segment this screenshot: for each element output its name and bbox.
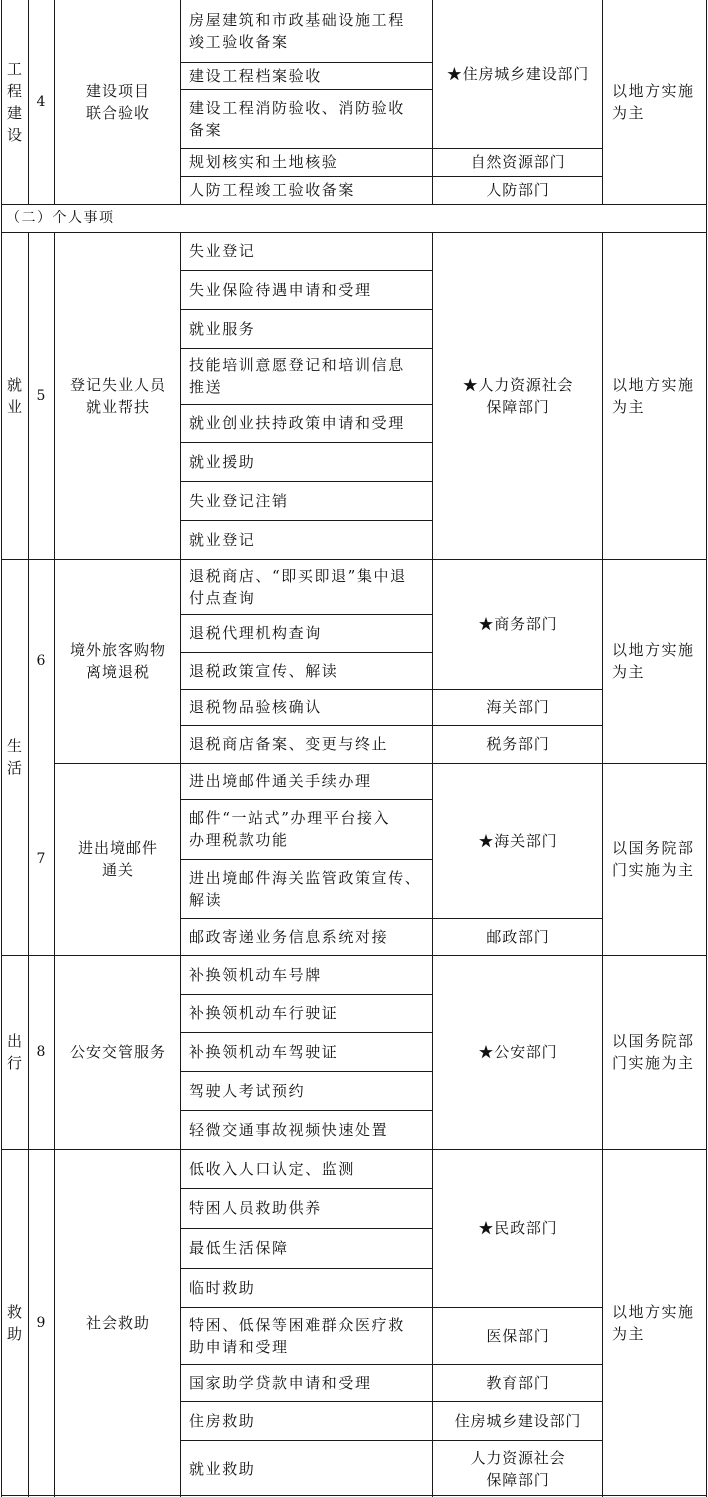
service-cell [56,763,180,955]
dept-cell [434,559,602,689]
item-cell [180,1032,432,1071]
table-rule [432,232,433,559]
item-cell [180,1149,432,1188]
item-cell [180,0,432,62]
table-rule [180,1307,433,1308]
table-rule [432,0,433,204]
category-cell-line: 活 [6,759,22,777]
mode-cell [604,232,708,559]
mode-cell [604,0,708,204]
table-rule [432,763,433,955]
item-cell [180,442,432,481]
item-cell [180,148,432,176]
dept-cell [434,1401,602,1440]
table-rule [432,1440,603,1441]
table-rule [180,1149,181,1497]
category-cell-line: 行 [6,1054,22,1072]
number-cell: 5 [36,387,46,404]
mode-cell-line: 以地方实施 [612,82,695,100]
table-rule [28,232,29,1497]
mode-cell [604,559,708,763]
item-cell [180,520,432,559]
category-cell [1,1149,28,1497]
service-cell-line: 就业帮扶 [85,397,150,416]
service-cell [56,559,180,763]
item-cell-line: 就业服务 [189,319,256,338]
category-cell-line: 工 [6,60,22,78]
mode-cell [604,1149,708,1497]
item-cell-line: 进出境邮件通关手续办理 [189,772,372,790]
table-rule [180,232,181,559]
service-cell [56,955,180,1149]
table-rule [180,62,433,63]
item-cell [180,1071,432,1110]
item-cell-line: 建设工程消防验收、消防验收 [189,98,405,117]
mode-cell-line: 以地方实施 [612,641,695,659]
item-cell-line: 失业保险待遇申请和受理 [189,280,372,299]
item-cell [180,270,432,309]
item-cell-line: 退税代理机构查询 [189,624,322,642]
dept-cell [434,1364,602,1401]
table-rule [180,994,433,995]
table-rule [432,725,603,726]
item-cell [180,1307,432,1364]
item-cell-line: 助申请和受理 [189,1337,289,1356]
table-rule [180,689,433,690]
service-cell-line: 进出境邮件 [77,839,158,857]
item-cell-line: 推送 [189,378,223,396]
item-cell [180,309,432,348]
item-cell-line: 解读 [189,890,223,909]
item-cell [180,404,432,442]
table-rule [602,955,603,1149]
dept-cell-line: ★人力资源社会 [462,375,574,394]
item-cell [180,799,432,859]
service-cell-line: 联合验收 [85,104,150,122]
item-cell-line: 特困人员救助供养 [189,1199,322,1217]
item-cell-line: 退税政策宣传、解读 [189,661,339,680]
dept-cell-line: 邮政部门 [486,927,550,946]
mode-cell-line: 以地方实施 [612,375,695,394]
dept-cell [434,176,602,204]
category-cell-line: 设 [6,126,22,144]
dept-cell-line: 住房城乡建设部门 [454,1411,582,1430]
number-cell: 9 [36,1315,46,1331]
item-cell-line: 临时救助 [189,1278,256,1297]
category-cell-line: 生 [6,737,22,755]
category-cell-line: 救 [6,1303,22,1321]
item-cell-line: 邮政寄递业务信息系统对接 [189,927,389,946]
category-cell-line: 业 [6,397,22,416]
table-rule [1,0,2,1497]
mode-cell-line: 为主 [612,1325,646,1343]
table-rule [180,520,433,521]
item-cell-line: 国家助学贷款申请和受理 [189,1373,372,1392]
dept-cell [434,1307,602,1364]
item-cell [180,176,432,204]
table-rule [432,559,433,763]
table-rule [180,763,181,955]
mode-cell [604,955,708,1149]
service-cell-line: 离境退税 [85,663,150,681]
service-cell-line: 登记失业人员 [69,375,166,394]
table-rule [432,955,433,1149]
table-rule [54,763,707,764]
table-rule [180,1440,433,1441]
dept-cell [434,689,602,725]
table-rule [180,799,433,800]
table-rule [432,1307,603,1308]
dept-cell-line: 保障部门 [486,1470,550,1489]
dept-cell-line: 医保部门 [486,1326,550,1345]
mode-cell-line: 门实施为主 [612,1054,695,1072]
category-cell-line: 出 [6,1032,22,1050]
mode-cell [604,763,708,955]
table-rule [180,309,433,310]
number-cell: 4 [36,94,46,110]
item-cell-line: 低收入人口认定、监测 [189,1159,356,1178]
category-cell [1,0,28,204]
table-rule [180,1268,433,1269]
item-cell [180,1364,432,1401]
item-cell-line: 规划核实和土地核验 [189,153,339,171]
table-rule [180,442,433,443]
table-rule [180,1188,433,1189]
table-rule [180,148,433,149]
table-rule [180,404,433,405]
item-cell [180,1228,432,1268]
number-cell: 6 [36,653,46,669]
number-cell: 7 [36,851,46,867]
mode-cell-line: 以国务院部 [612,1032,695,1050]
table-rule [180,1364,433,1365]
item-cell-line: 最低生活保障 [189,1239,289,1257]
table-rule [432,689,603,690]
table-rule [706,0,707,1497]
dept-cell [434,148,602,176]
item-cell-line: 就业援助 [189,452,256,471]
item-cell-line: 付点查询 [189,588,256,607]
item-cell [180,1401,432,1440]
mode-cell-line: 门实施为主 [612,861,695,879]
item-cell [180,725,432,763]
item-cell-line: 失业登记 [189,242,256,260]
item-cell [180,859,432,918]
dept-cell [434,232,602,559]
category-cell [1,955,28,1149]
category-cell [1,559,28,955]
table-rule [28,0,29,204]
table-rule [432,1401,603,1402]
item-cell-line: 竣工验收备案 [189,33,289,51]
item-cell-line: 就业创业扶持政策申请和受理 [189,414,405,432]
table-rule [1,204,707,205]
mode-cell-line: 以地方实施 [612,1303,695,1321]
item-cell [180,614,432,652]
service-cell [56,0,180,204]
table-rule [54,0,55,204]
table-rule [54,559,55,763]
table-rule [180,859,433,860]
dept-cell-line: 海关部门 [486,698,550,716]
table-rule [180,481,433,482]
item-cell [180,652,432,689]
dept-cell-line: ★公安部门 [478,1043,558,1061]
table-rule [180,1071,433,1072]
table-rule [180,1110,433,1111]
item-cell [180,1440,432,1497]
dept-cell [434,1440,602,1497]
dept-cell [434,955,602,1149]
item-cell-line: 办理税款功能 [189,831,289,849]
service-cell-line: 社会救助 [85,1314,150,1332]
dept-cell-line: 人防部门 [486,181,550,199]
dept-cell [434,0,602,148]
item-cell-line: 房屋建筑和市政基础设施工程 [189,11,405,29]
item-cell-line: 人防工程竣工验收备案 [189,181,356,199]
table-rule [180,614,433,615]
item-cell-line: 住房救助 [189,1411,256,1430]
service-cell [56,1149,180,1497]
dept-cell-line: 保障部门 [486,397,550,416]
table-rule [602,232,603,559]
mode-cell-line: 为主 [612,397,646,416]
mode-cell-line: 为主 [612,104,646,122]
item-cell [180,763,432,799]
table-rule [180,348,433,349]
dept-cell-line: 人力资源社会 [470,1448,566,1467]
table-rule [54,955,55,1149]
number-cell: 8 [36,1044,46,1060]
dept-cell [434,725,602,763]
mode-cell-line: 为主 [612,663,646,681]
dept-cell [434,1149,602,1307]
table-rule [180,176,433,177]
item-cell [180,955,432,994]
table-rule [180,0,181,204]
dept-cell-line: 教育部门 [486,1373,550,1392]
dept-cell-line: ★商务部门 [478,615,558,633]
table-rule [1,955,707,956]
table-rule [180,1032,433,1033]
item-cell-line: 建设工程档案验收 [189,66,322,85]
table-rule [180,725,433,726]
table-rule [432,918,603,919]
table-rule [432,1364,603,1365]
dept-cell [434,918,602,955]
item-cell [180,1268,432,1307]
item-cell [180,994,432,1032]
table-rule [432,176,603,177]
table-rule [180,1401,433,1402]
item-cell-line: 邮件“一站式”办理平台接入 [189,809,391,827]
service-cell-line: 建设项目 [85,82,150,100]
item-cell [180,689,432,725]
item-cell [180,348,432,404]
dept-cell-line: ★民政部门 [478,1219,558,1237]
item-cell-line: 备案 [189,120,223,139]
table-rule [432,148,603,149]
item-cell-line: 补换领机动车驾驶证 [189,1042,339,1061]
service-cell-line: 通关 [101,861,134,879]
item-cell-line: 技能培训意愿登记和培训信息 [189,356,405,374]
table-rule [432,1149,433,1497]
item-cell-line: 就业救助 [189,1459,256,1478]
table-rule [180,918,433,919]
item-cell [180,481,432,520]
item-cell [180,62,432,89]
table-rule [1,232,707,233]
table-rule [180,559,181,763]
section-title: （二）个人事项 [6,210,115,226]
service-cell-line: 境外旅客购物 [69,641,166,659]
item-cell-line: 退税商店、“即买即退”集中退 [189,566,407,585]
category-cell [1,232,28,559]
table-rule [1,1149,707,1150]
item-cell-line: 驾驶人考试预约 [189,1081,306,1100]
item-cell-line: 进出境邮件海关监管政策宣传、 [189,868,422,887]
item-cell-line: 失业登记注销 [189,491,289,510]
item-cell-line: 特困、低保等困难群众医疗救 [189,1315,405,1334]
dept-cell-line: ★住房城乡建设部门 [446,65,590,83]
item-cell [180,559,432,614]
table-rule [54,763,55,955]
table-rule [602,763,603,955]
category-cell-line: 助 [6,1325,22,1343]
item-cell [180,918,432,955]
item-cell-line: 退税商店备案、变更与终止 [189,735,389,753]
item-cell-line: 轻微交通事故视频快速处置 [189,1120,389,1139]
table-rule [180,89,433,90]
table-rule [1,1495,707,1496]
table-rule [602,559,603,763]
table-rule [54,232,55,559]
category-cell-line: 建 [6,104,22,122]
mode-cell-line: 以国务院部 [612,839,695,857]
item-cell-line: 退税物品验核确认 [189,698,322,716]
category-cell-line: 就 [6,375,22,394]
service-cell [56,232,180,559]
item-cell [180,232,432,270]
table-rule [1,559,707,560]
item-cell-line: 就业登记 [189,530,256,549]
dept-cell-line: 自然资源部门 [470,153,566,171]
table-rule [180,652,433,653]
service-cell-line: 公安交管服务 [69,1043,166,1061]
category-cell-line: 程 [6,82,22,100]
dept-cell [434,763,602,918]
item-cell-line: 补换领机动车行驶证 [189,1004,339,1022]
item-cell [180,89,432,148]
dept-cell-line: 税务部门 [486,735,550,753]
table-rule [180,1228,433,1229]
table-rule [602,0,603,204]
table-rule [180,955,181,1149]
dept-cell-line: ★海关部门 [478,831,558,850]
item-cell [180,1110,432,1149]
table-rule [54,1149,55,1497]
table-rule [602,1149,603,1497]
item-cell [180,1188,432,1228]
item-cell-line: 补换领机动车号牌 [189,965,322,984]
table-rule [180,270,433,271]
